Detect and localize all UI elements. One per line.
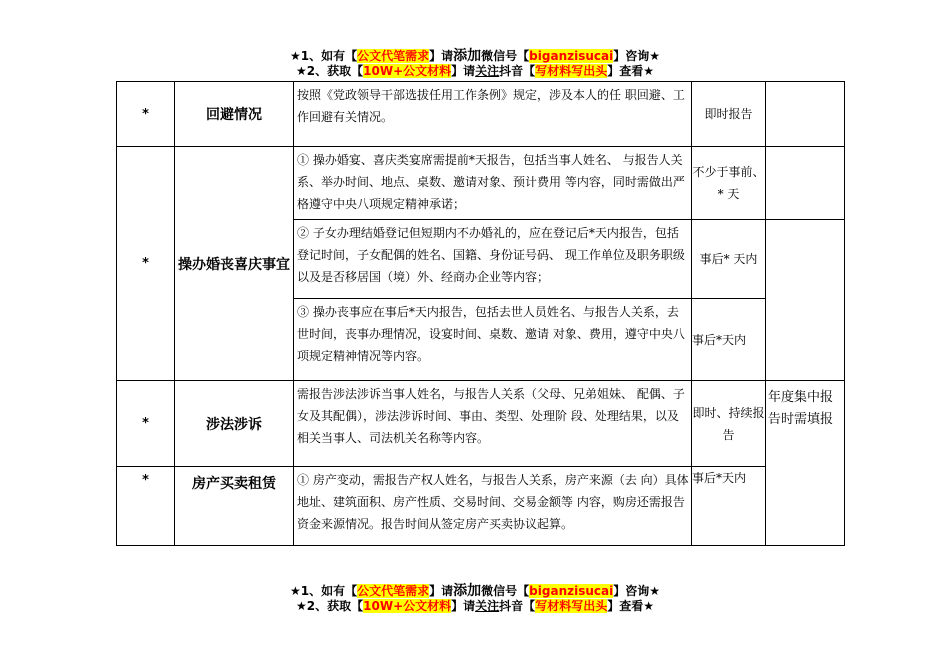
banner-highlight: biganzisucai — [529, 49, 614, 63]
banner-text: 】咨询★ — [613, 584, 660, 598]
banner-highlight: 公文代笔需求 — [357, 49, 430, 63]
banner-text: 】查看★ — [607, 599, 654, 613]
banner-line-1 — [0, 49, 950, 64]
item-name: 操办婚丧喜庆事宜 — [175, 147, 294, 381]
banner-text: 抖音【 — [499, 64, 536, 78]
item-content: 按照《党政领导干部选拔任用工作条例》规定，涉及本人的任 职回避、工作回避有关情况。 — [294, 82, 692, 147]
banner-text: ★2、获取【 — [296, 599, 364, 613]
table-row — [117, 467, 845, 546]
item-content: ③ 操办丧事应在事后*天内报告，包括去世人员姓名、与报告人关系，去世时间，丧事办理情况，设宴时间、桌数、邀请 对象、费用，遵守中央八项规定精神情况等内容。 — [294, 299, 692, 381]
banner-text: 】咨询★ — [613, 49, 660, 63]
note-cell — [766, 147, 845, 220]
report-time: 事后* 天内 — [692, 220, 766, 299]
banner-emphasis: 添加 — [453, 48, 482, 64]
report-time: 事后*天内 — [692, 299, 766, 381]
item-name: 涉法涉诉 — [175, 381, 294, 467]
banner-text: 微信号【 — [481, 49, 530, 63]
item-content: ② 子女办理结婚登记但短期内不办婚礼的，应在登记后*天内报告，包括登记时间，子女配偶的姓名、国籍、身份证号码、 现工作单位及职务职级以及是否移居国（境）外、经商办企业等内容； — [294, 220, 692, 299]
banner-text: 】请 — [451, 599, 476, 613]
banner-highlight: 写材料写出头 — [535, 64, 608, 78]
note-cell — [766, 220, 845, 299]
banner-highlight: 写材料写出头 — [535, 599, 608, 613]
table-row — [117, 381, 845, 467]
table-row — [117, 147, 845, 220]
banner-text: 】查看★ — [607, 64, 654, 78]
note-cell — [766, 82, 845, 147]
banner-text: ★2、获取【 — [296, 64, 364, 78]
banner-highlight: 10W+公文材料 — [363, 64, 452, 78]
banner-highlight: 10W+公文材料 — [363, 599, 452, 613]
table-row — [117, 82, 845, 147]
banner-text: ★1、如有【 — [290, 49, 358, 63]
banner-highlight: biganzisucai — [529, 584, 614, 598]
banner-text: 】请 — [429, 584, 454, 598]
note-cell: 年度集中报告时需填报 — [766, 381, 845, 546]
footer-banner — [0, 584, 950, 614]
note-cell — [766, 299, 845, 381]
row-marker: * — [117, 467, 175, 546]
banner-text: ★1、如有【 — [290, 584, 358, 598]
banner-text: 抖音【 — [499, 599, 536, 613]
report-table — [116, 81, 845, 546]
banner-line-2 — [0, 64, 950, 79]
item-content: 需报告涉法涉诉当事人姓名，与报告人关系（父母、兄弟姐妹、 配偶、子女及其配偶），涉法涉诉时间、事由、类型、处理阶 段、处理结果，以及相关当事人、司法机关名称等内容。 — [294, 381, 692, 467]
report-time: 事后*天内 — [692, 467, 766, 546]
banner-underlined: 关注 — [475, 64, 500, 78]
item-name: 回避情况 — [175, 82, 294, 147]
banner-line-1 — [0, 584, 950, 599]
item-content: ① 房产变动，需报告产权人姓名，与报告人关系，房产来源（去 向）具体地址、建筑面积、房产性质、交易时间、交易金额等 内容，购房还需报告资金来源情况。报告时间从签定房产买卖协议起算。 — [294, 467, 692, 546]
item-name: 房产买卖租赁 — [175, 467, 294, 546]
banner-text: 微信号【 — [481, 584, 530, 598]
row-marker: * — [117, 82, 175, 147]
banner-line-2 — [0, 599, 950, 614]
header-banner — [0, 49, 950, 79]
banner-highlight: 公文代笔需求 — [357, 584, 430, 598]
report-time: 即时报告 — [692, 82, 766, 147]
row-marker: * — [117, 147, 175, 381]
item-content: ① 操办婚宴、喜庆类宴席需提前*天报告，包括当事人姓名、 与报告人关系、举办时间、地点、桌数、邀请对象、预计费用 等内容，同时需做出严格遵守中央八项规定精神承诺； — [294, 147, 692, 220]
report-time: 不少于事前、* 天 — [692, 147, 766, 220]
report-time: 即时、持续报告 — [692, 381, 766, 467]
banner-underlined: 关注 — [475, 599, 500, 613]
row-marker: * — [117, 381, 175, 467]
banner-emphasis: 添加 — [453, 583, 482, 599]
banner-text: 】请 — [451, 64, 476, 78]
banner-text: 】请 — [429, 49, 454, 63]
